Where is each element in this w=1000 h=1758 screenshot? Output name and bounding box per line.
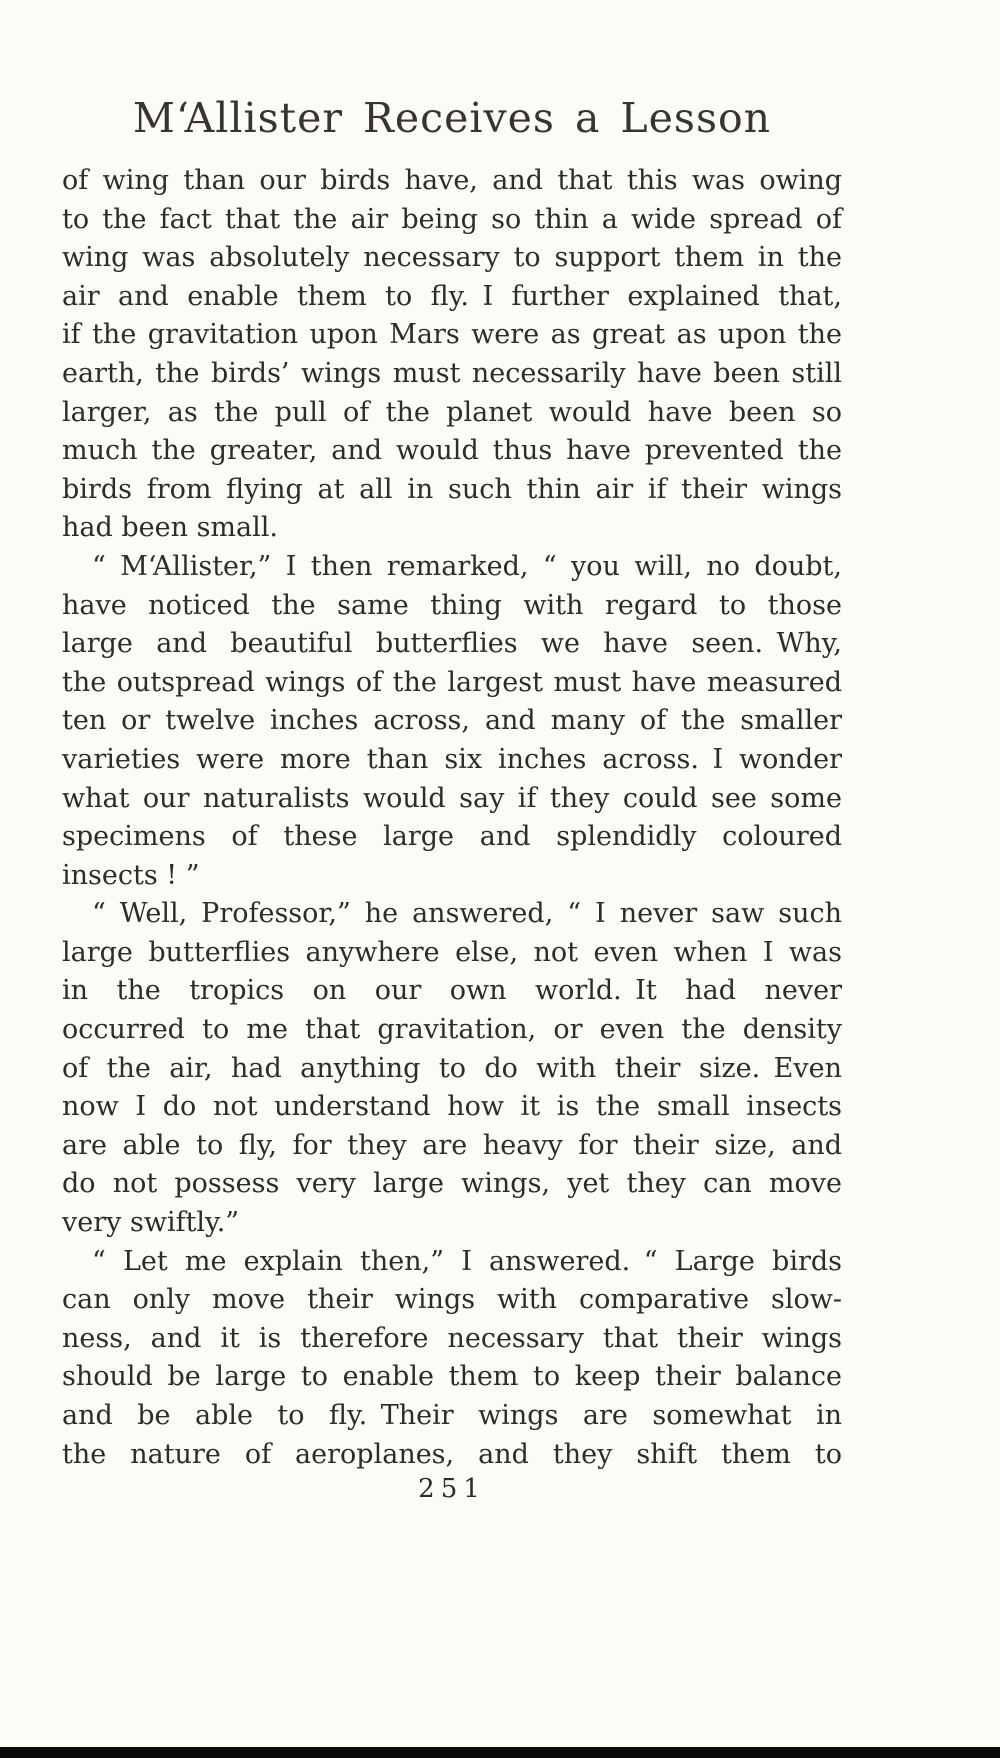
paragraph xyxy=(62,1243,842,1475)
text-line: of the air, had anything to do with their size. Even xyxy=(62,1052,842,1084)
text-line: insects ! ” xyxy=(62,859,200,891)
text-line: “ M‘Allister,” I then remarked, “ you will, no doubt, xyxy=(92,550,842,582)
text-line: much the greater, and would thus have prevented the xyxy=(62,435,842,467)
text-line: to the fact that the air being so thin a wide spread of xyxy=(62,203,842,235)
text-line: do not possess very large wings, yet they can move xyxy=(62,1168,842,1200)
text-line: should be large to enable them to keep their balance xyxy=(62,1361,842,1393)
text-line: of wing than our birds have, and that this was owing xyxy=(62,165,842,196)
text-line: earth, the birds’ wings must necessarily have been still xyxy=(62,357,842,389)
text-line: if the gravitation upon Mars were as great as upon the xyxy=(62,319,842,351)
paragraph xyxy=(62,162,842,548)
text-line: larger, as the pull of the planet would have been so xyxy=(62,396,842,428)
text-line: what our naturalists would say if they could see some xyxy=(62,782,842,814)
text-line: varieties were more than six inches across. I wonder xyxy=(62,743,842,775)
text-line: in the tropics on our own world. It had never xyxy=(62,975,842,1007)
text-line: are able to fly, for they are heavy for their size, and xyxy=(62,1129,842,1161)
text-line: large and beautiful butterflies we have seen. Why, xyxy=(62,628,842,660)
page-paragraphs xyxy=(62,162,842,1474)
page-number: 251 xyxy=(418,1474,486,1504)
text-line: wing was absolutely necessary to support them in the xyxy=(62,242,842,274)
text-line: birds from flying at all in such thin air if their wings xyxy=(62,473,842,505)
text-line: air and enable them to fly. I further explained that, xyxy=(62,280,842,312)
text-line: and be able to fly. Their wings are somewhat in xyxy=(62,1400,842,1431)
page-title: M‘Allister Receives a Lesson xyxy=(132,94,772,142)
text-line: ten or twelve inches across, and many of the smaller xyxy=(62,705,842,737)
text-line: had been small. xyxy=(62,512,278,544)
text-line: large butterflies anywhere else, not even when I was xyxy=(62,936,842,968)
text-line: very swiftly.” xyxy=(62,1207,240,1239)
paragraph xyxy=(62,895,842,1242)
text-line: specimens of these large and splendidly coloured xyxy=(62,821,842,853)
text-line: the outspread wings of the largest must have measured xyxy=(62,666,842,698)
text-line: have noticed the same thing with regard to those xyxy=(62,589,842,621)
scan-bottom-edge xyxy=(0,1747,1000,1758)
text-line: can only move their wings with comparative slow- xyxy=(62,1284,842,1316)
text-line: “ Let me explain then,” I answered. “ Large birds xyxy=(92,1245,842,1277)
text-line: “ Well, Professor,” he answered, “ I never saw such xyxy=(92,898,842,930)
text-line: now I do not understand how it is the small insects xyxy=(62,1091,842,1123)
text-line: ness, and it is therefore necessary that their wings xyxy=(62,1322,842,1354)
text-line: the nature of aeroplanes, and they shift them to xyxy=(62,1438,842,1470)
paragraph xyxy=(62,548,842,895)
text-line: occurred to me that gravitation, or even the density xyxy=(62,1014,842,1046)
